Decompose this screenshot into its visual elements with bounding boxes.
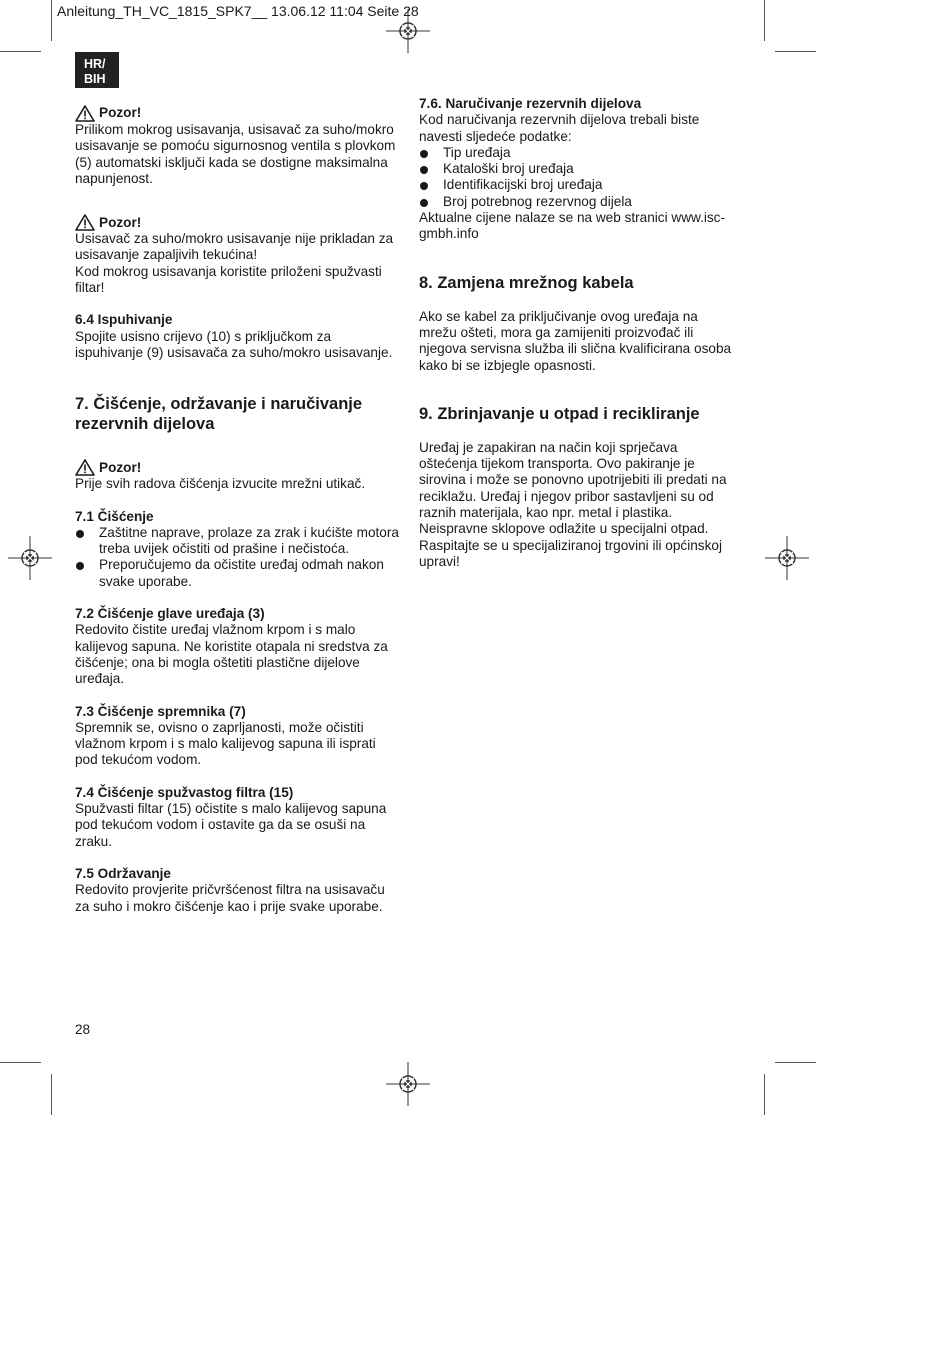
bullet-list [75, 525, 400, 590]
crop-mark [775, 1062, 816, 1063]
section-title: 7.1 Čišćenje [75, 508, 154, 524]
language-badge-line2: BIH [84, 72, 106, 86]
warning-text: Usisavač za suho/mokro usisavanje nije prikladan za usisavanje zapaljivih tekućina! [75, 231, 394, 263]
chapter-heading: 8. Zamjena mrežnog kabela [419, 273, 634, 292]
bullet-list [419, 145, 739, 210]
warning-text: Prije svih radova čišćenja izvucite mrežni utikač. [75, 476, 366, 492]
warning-title: Pozor! [99, 214, 142, 230]
section-text: Spužvasti filtar (15) očistite s malo kalijevog sapuna pod tekućom vodom i ostavite ga da se osuši na zraku. [75, 801, 387, 849]
warning-triangle-icon [75, 459, 95, 476]
file-slug: Anleitung_TH_VC_1815_SPK7__ 13.06.12 11:04 Seite 28 [57, 3, 419, 19]
warning-text: Prilikom mokrog usisavanja, usisavač za suho/mokro usisavanje se pomoću sigurnosnog ventila s plovkom (5) automatski isključi kada se dostigne maksimalna napunjenost. [75, 122, 396, 186]
chapter-heading: 9. Zbrinjavanje u otpad i recikliranje [419, 404, 700, 423]
warning-title: Pozor! [99, 459, 142, 475]
left-column [75, 105, 400, 915]
section-title: 7.5 Održavanje [75, 865, 171, 881]
section-text: Spojite usisno crijevo (10) s priključkom za ispuhivanje (9) usisavača za suho/mokro usisavanje. [75, 328, 393, 360]
list-item: Identifikacijski broj uređaja [419, 177, 739, 193]
section-title: 7.3 Čišćenje spremnika (7) [75, 703, 246, 719]
language-badge [75, 52, 119, 88]
warning-heading [75, 214, 400, 231]
warning-heading [75, 459, 400, 476]
section-text: Spremnik se, ovisno o zaprljanosti, može očistiti vlažnom krpom i s malo kalijevog sapuna ili isprati pod tekućom vodom. [75, 719, 376, 768]
chapter-heading: 7. Čišćenje, održavanje i naručivanje rezervnih dijelova [75, 395, 363, 434]
section-text: Redovito provjerite pričvršćenost filtra na usisavaču za suho i mokro čišćenje kao i prije svake uporabe. [75, 882, 385, 914]
warning-text: Kod mokrog usisavanja koristite priloženi spužvasti filtar! [75, 263, 382, 296]
warning-triangle-icon [75, 214, 95, 231]
section-text: Aktualne cijene nalaze se na web stranici www.isc-gmbh.info [419, 210, 726, 242]
section-title: 7.6. Naručivanje rezervnih dijelova [419, 96, 642, 111]
warning-title: Pozor! [99, 105, 142, 121]
warning-heading [75, 105, 400, 122]
right-column [419, 96, 739, 570]
section-title: 7.4 Čišćenje spužvastog filtra (15) [75, 784, 294, 800]
crop-mark [51, 0, 52, 41]
crop-mark [51, 1074, 52, 1115]
section-text: Redovito čistite uređaj vlažnom krpom i s malo kalijevog sapuna. Ne koristite otapala ni sredstva za čišćenje; ona bi mogla oštetiti plastične dijelove uređaja. [75, 622, 388, 687]
list-item: Kataloški broj uređaja [419, 161, 739, 177]
registration-mark-icon [386, 1062, 430, 1106]
section-text: Uređaj je zapakiran na način koji sprječava oštećenja tijekom transporta. Ovo pakiranje je sirovina i može se ponovno upotrijebiti ili predati na reciklažu. Uređaj i njegov pribor sastavljeni su od raznih materijala, kao npr. metal i plastika. Neispravne sklopove odlažite u specijalni otpad. Raspitajte se u specijaliziranoj trgovini ili općinskoj upravi! [419, 439, 727, 569]
crop-mark [0, 51, 41, 52]
list-item: Tip uređaja [419, 145, 739, 161]
crop-mark [764, 0, 765, 41]
registration-mark-icon [765, 536, 809, 580]
warning-triangle-icon [75, 105, 95, 122]
list-item: Preporučujemo da očistite uređaj odmah nakon svake uporabe. [75, 557, 400, 590]
section-title: 6.4 Ispuhivanje [75, 312, 173, 328]
list-item: Zaštitne naprave, prolaze za zrak i kućište motora treba uvijek očistiti od prašine i nečistoća. [75, 525, 400, 558]
page-number: 28 [75, 1022, 91, 1037]
section-title: 7.2 Čišćenje glave uređaja (3) [75, 606, 265, 622]
crop-mark [775, 51, 816, 52]
section-text: Ako se kabel za priključivanje ovog uređaja na mrežu ošteti, mora ga zamijeniti proizvođač ili njegova servisna služba ili slična kvalificirana osoba kako bi se izbjegle opasnosti. [419, 308, 732, 373]
registration-mark-icon [8, 536, 52, 580]
crop-mark [0, 1062, 41, 1063]
section-text: Kod naručivanja rezervnih dijelova trebali biste navesti sljedeće podatke: [419, 112, 700, 144]
registration-mark-icon [386, 9, 430, 53]
crop-mark [764, 1074, 765, 1115]
list-item: Broj potrebnog rezervnog dijela [419, 194, 739, 210]
language-badge-line1: HR/ [84, 57, 106, 71]
